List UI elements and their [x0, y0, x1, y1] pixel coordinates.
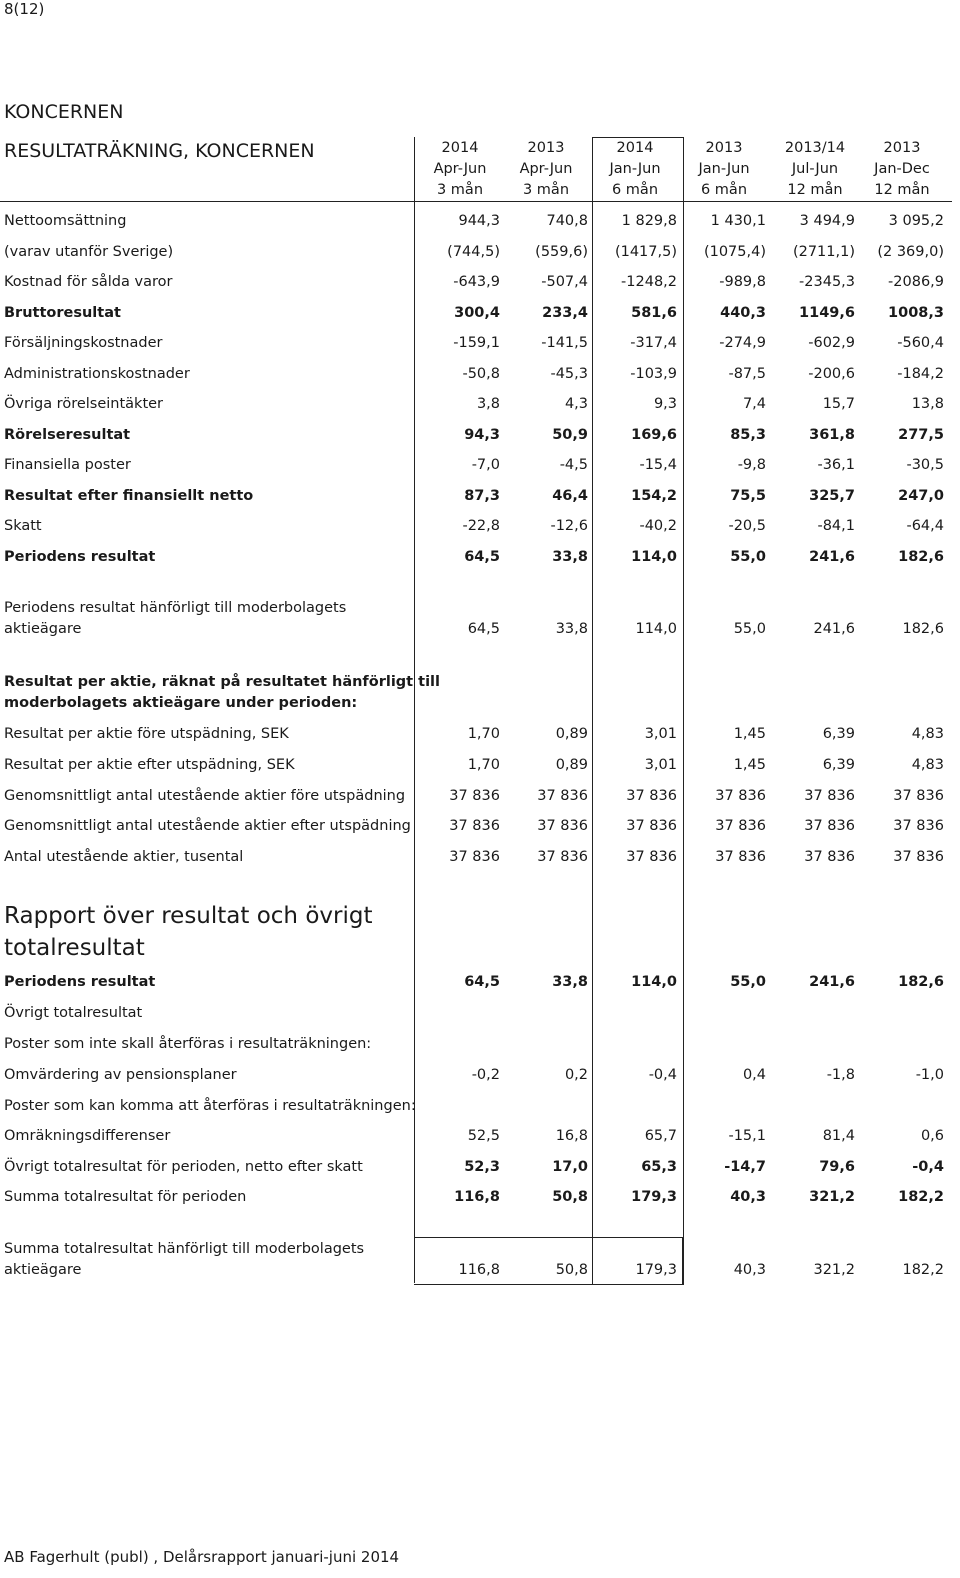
row-label: Periodens resultat — [4, 974, 156, 990]
value-cell: 46,4 — [552, 488, 588, 504]
value-cell: -274,9 — [719, 335, 766, 351]
value-cell: -159,1 — [453, 335, 500, 351]
value-cell: -602,9 — [808, 335, 855, 351]
value-cell: 37 836 — [626, 788, 677, 804]
value-cell: 0,4 — [742, 1067, 766, 1083]
value-cell: 6,39 — [822, 757, 855, 773]
value-cell: 37 836 — [715, 818, 766, 834]
row-label: Försäljningskostnader — [4, 335, 163, 351]
value-cell: 182,6 — [898, 549, 944, 565]
value-cell: 3 494,9 — [799, 213, 855, 229]
row-label: Summa totalresultat för perioden — [4, 1189, 247, 1205]
value-cell: 233,4 — [542, 305, 588, 321]
row-label: Skatt — [4, 518, 42, 534]
value-cell: 1149,6 — [799, 305, 855, 321]
value-cell: 179,3 — [631, 1189, 677, 1205]
value-cell: 1,45 — [733, 726, 766, 742]
row-label: Rörelseresultat — [4, 427, 131, 443]
value-cell: 154,2 — [631, 488, 677, 504]
row-label: Poster som kan komma att återföras i resultaträkningen: — [4, 1098, 416, 1114]
row-label: Poster som inte skall återföras i resultaträkningen: — [4, 1036, 372, 1052]
value-cell: -64,4 — [906, 518, 944, 534]
value-cell: 37 836 — [449, 849, 500, 865]
value-cell: 1,45 — [733, 757, 766, 773]
value-cell: -36,1 — [817, 457, 855, 473]
value-cell: 13,8 — [911, 396, 944, 412]
value-cell: 64,5 — [467, 621, 500, 637]
value-cell: -30,5 — [906, 457, 944, 473]
value-cell: (2711,1) — [792, 244, 855, 260]
value-cell: 1,70 — [467, 726, 500, 742]
row-label: moderbolagets aktieägare under perioden: — [4, 695, 358, 711]
value-cell: 37 836 — [804, 849, 855, 865]
value-cell: 179,3 — [635, 1262, 677, 1278]
value-cell: 0,6 — [920, 1128, 944, 1144]
value-cell: -20,5 — [728, 518, 766, 534]
row-label: Administrationskostnader — [4, 366, 190, 382]
value-cell: (559,6) — [535, 244, 588, 260]
column-header-period: Jan-Jun — [609, 161, 661, 177]
value-cell: 944,3 — [458, 213, 500, 229]
value-cell: 3,01 — [644, 757, 677, 773]
value-cell: 85,3 — [730, 427, 766, 443]
value-cell: 169,6 — [631, 427, 677, 443]
value-cell: -4,5 — [559, 457, 588, 473]
column-header-length: 6 mån — [611, 182, 659, 198]
column-header — [502, 138, 590, 201]
value-cell: 440,3 — [720, 305, 766, 321]
value-cell: 17,0 — [552, 1159, 588, 1175]
page-footer: AB Fagerhult (publ) , Delårsrapport januari-juni 2014 — [4, 1548, 400, 1566]
value-cell: 55,0 — [730, 549, 766, 565]
value-cell: 33,8 — [552, 549, 588, 565]
value-cell: -14,7 — [724, 1159, 766, 1175]
value-cell: -141,5 — [541, 335, 588, 351]
value-cell: 1 829,8 — [621, 213, 677, 229]
value-cell: -184,2 — [897, 366, 944, 382]
value-cell: 1,70 — [467, 757, 500, 773]
column-header-period: Apr-Jun — [433, 161, 487, 177]
value-cell: 1008,3 — [888, 305, 944, 321]
value-cell: 581,6 — [631, 305, 677, 321]
row-label: Omvärdering av pensionsplaner — [4, 1067, 237, 1083]
column-header-length: 12 mån — [874, 182, 930, 198]
value-cell: -40,2 — [639, 518, 677, 534]
value-cell: -0,2 — [471, 1067, 500, 1083]
row-label: aktieägare — [4, 621, 82, 637]
value-cell: -989,8 — [719, 274, 766, 290]
column-header-year: 2013/14 — [784, 140, 846, 156]
value-cell: -15,1 — [728, 1128, 766, 1144]
value-cell: 52,3 — [464, 1159, 500, 1175]
value-cell: 7,4 — [742, 396, 766, 412]
value-cell: 321,2 — [813, 1262, 855, 1278]
page-number: 8(12) — [4, 0, 45, 18]
value-cell: 50,9 — [552, 427, 588, 443]
value-cell: 94,3 — [464, 427, 500, 443]
value-cell: 37 836 — [715, 849, 766, 865]
value-cell: -2345,3 — [799, 274, 855, 290]
value-cell: 40,3 — [733, 1262, 766, 1278]
column-header-year: 2014 — [616, 140, 654, 156]
value-cell: 37 836 — [893, 818, 944, 834]
value-cell: 114,0 — [631, 549, 677, 565]
value-cell: 55,0 — [730, 974, 766, 990]
value-cell: 37 836 — [537, 849, 588, 865]
row-label: (varav utanför Sverige) — [4, 244, 174, 260]
value-cell: 6,39 — [822, 726, 855, 742]
column-header — [591, 138, 679, 201]
row-label: Övrigt totalresultat för perioden, netto efter skatt — [4, 1159, 363, 1175]
value-cell: -1,0 — [915, 1067, 944, 1083]
value-cell: 116,8 — [454, 1189, 500, 1205]
value-cell: -0,4 — [648, 1067, 677, 1083]
value-cell: -317,4 — [630, 335, 677, 351]
value-cell: 37 836 — [537, 818, 588, 834]
value-cell: 0,89 — [555, 757, 588, 773]
value-cell: -0,4 — [912, 1159, 944, 1175]
value-cell: 33,8 — [552, 974, 588, 990]
value-cell: (744,5) — [447, 244, 500, 260]
column-header-period: Jan-Dec — [874, 161, 930, 177]
value-cell: -2086,9 — [888, 274, 944, 290]
value-cell: 37 836 — [804, 788, 855, 804]
value-cell: 79,6 — [819, 1159, 855, 1175]
value-cell: 116,8 — [458, 1262, 500, 1278]
value-cell: -1248,2 — [621, 274, 677, 290]
value-cell: 277,5 — [898, 427, 944, 443]
value-cell: -560,4 — [897, 335, 944, 351]
value-cell: -7,0 — [471, 457, 500, 473]
column-header-year: 2013 — [883, 140, 921, 156]
value-cell: (1075,4) — [703, 244, 766, 260]
value-cell: 37 836 — [893, 788, 944, 804]
value-cell: 1 430,1 — [710, 213, 766, 229]
row-label: Resultat per aktie, räknat på resultatet hänförligt till — [4, 674, 440, 690]
value-cell: 15,7 — [822, 396, 855, 412]
value-cell: 37 836 — [893, 849, 944, 865]
row-label: Genomsnittligt antal utestående aktier före utspädning — [4, 788, 406, 804]
row-label: Periodens resultat hänförligt till moderbolagets — [4, 600, 347, 616]
value-cell: 247,0 — [898, 488, 944, 504]
row-label: Kostnad för sålda varor — [4, 274, 173, 290]
value-cell: 75,5 — [730, 488, 766, 504]
value-cell: 182,2 — [898, 1189, 944, 1205]
value-cell: -507,4 — [541, 274, 588, 290]
column-header-period: Jan-Jun — [698, 161, 750, 177]
value-cell: -15,4 — [639, 457, 677, 473]
row-label: Resultat per aktie efter utspädning, SEK — [4, 757, 295, 773]
value-cell: -200,6 — [808, 366, 855, 382]
value-cell: 361,8 — [809, 427, 855, 443]
value-cell: 4,83 — [911, 726, 944, 742]
value-cell: 37 836 — [804, 818, 855, 834]
column-header-year: 2013 — [705, 140, 743, 156]
value-cell: -45,3 — [550, 366, 588, 382]
column-header — [771, 138, 859, 201]
column-header-length: 3 mån — [522, 182, 570, 198]
value-cell: 325,7 — [809, 488, 855, 504]
value-cell: 241,6 — [809, 549, 855, 565]
column-header-period: Jul-Jun — [791, 161, 839, 177]
column-header-year: 2014 — [441, 140, 479, 156]
column-header — [680, 138, 768, 201]
column-header-period: Apr-Jun — [519, 161, 573, 177]
value-cell: -50,8 — [462, 366, 500, 382]
row-label: Övrigt totalresultat — [4, 1005, 143, 1021]
row-label: Finansiella poster — [4, 457, 131, 473]
value-cell: -1,8 — [826, 1067, 855, 1083]
row-label: Övriga rörelseintäkter — [4, 396, 164, 412]
value-cell: 114,0 — [631, 974, 677, 990]
column-header-length: 6 mån — [700, 182, 748, 198]
value-cell: 182,6 — [902, 621, 944, 637]
value-cell: 16,8 — [555, 1128, 588, 1144]
column-header — [858, 138, 946, 201]
value-cell: 50,8 — [555, 1262, 588, 1278]
value-cell: 114,0 — [635, 621, 677, 637]
value-cell: 55,0 — [733, 621, 766, 637]
value-cell: 37 836 — [537, 788, 588, 804]
value-cell: -103,9 — [630, 366, 677, 382]
value-cell: -643,9 — [453, 274, 500, 290]
value-cell: 300,4 — [454, 305, 500, 321]
row-label: Resultat per aktie före utspädning, SEK — [4, 726, 289, 742]
value-cell: 3 095,2 — [888, 213, 944, 229]
header-rule — [0, 201, 952, 202]
value-cell: 37 836 — [449, 818, 500, 834]
value-cell: 52,5 — [467, 1128, 500, 1144]
value-cell: 87,3 — [464, 488, 500, 504]
column-header-length: 3 mån — [436, 182, 484, 198]
value-cell: 37 836 — [715, 788, 766, 804]
value-cell: 740,8 — [546, 213, 588, 229]
row-label: Antal utestående aktier, tusental — [4, 849, 244, 865]
value-cell: 37 836 — [626, 849, 677, 865]
value-cell: -84,1 — [817, 518, 855, 534]
row-label: aktieägare — [4, 1262, 82, 1278]
value-cell: 0,2 — [564, 1067, 588, 1083]
value-cell: 9,3 — [653, 396, 677, 412]
value-cell: (1417,5) — [614, 244, 677, 260]
section-title: KONCERNEN — [4, 101, 124, 123]
value-cell: 33,8 — [555, 621, 588, 637]
value-cell: (2 369,0) — [877, 244, 944, 260]
column-header-length: 12 mån — [787, 182, 843, 198]
value-cell: 40,3 — [730, 1189, 766, 1205]
row-label: Bruttoresultat — [4, 305, 121, 321]
value-cell: 241,6 — [813, 621, 855, 637]
value-cell: 0,89 — [555, 726, 588, 742]
column-header-year: 2013 — [527, 140, 565, 156]
value-cell: -9,8 — [737, 457, 766, 473]
row-label: Omräkningsdifferenser — [4, 1128, 171, 1144]
value-cell: 37 836 — [626, 818, 677, 834]
value-cell: 64,5 — [464, 974, 500, 990]
row-label: Periodens resultat — [4, 549, 156, 565]
row-label: Resultat efter finansiellt netto — [4, 488, 254, 504]
value-cell: 64,5 — [464, 549, 500, 565]
value-cell: 182,6 — [898, 974, 944, 990]
value-cell: -12,6 — [550, 518, 588, 534]
value-cell: 321,2 — [809, 1189, 855, 1205]
value-cell: -22,8 — [462, 518, 500, 534]
value-cell: 241,6 — [809, 974, 855, 990]
row-label: Summa totalresultat hänförligt till moderbolagets — [4, 1241, 365, 1257]
comprehensive-title: Rapport över resultat och övrigt totalresultat — [4, 903, 373, 961]
value-cell: 3,01 — [644, 726, 677, 742]
value-cell: 50,8 — [552, 1189, 588, 1205]
value-cell: 4,3 — [564, 396, 588, 412]
value-cell: 37 836 — [449, 788, 500, 804]
value-cell: 3,8 — [476, 396, 500, 412]
value-cell: 65,7 — [644, 1128, 677, 1144]
value-cell: 81,4 — [822, 1128, 855, 1144]
value-cell: 4,83 — [911, 757, 944, 773]
value-cell: 182,2 — [902, 1262, 944, 1278]
column-header — [416, 138, 504, 201]
table-title: RESULTATRÄKNING, KONCERNEN — [4, 140, 315, 162]
row-label: Nettoomsättning — [4, 213, 127, 229]
row-label: Genomsnittligt antal utestående aktier efter utspädning — [4, 818, 411, 834]
value-cell: -87,5 — [728, 366, 766, 382]
value-cell: 65,3 — [641, 1159, 677, 1175]
